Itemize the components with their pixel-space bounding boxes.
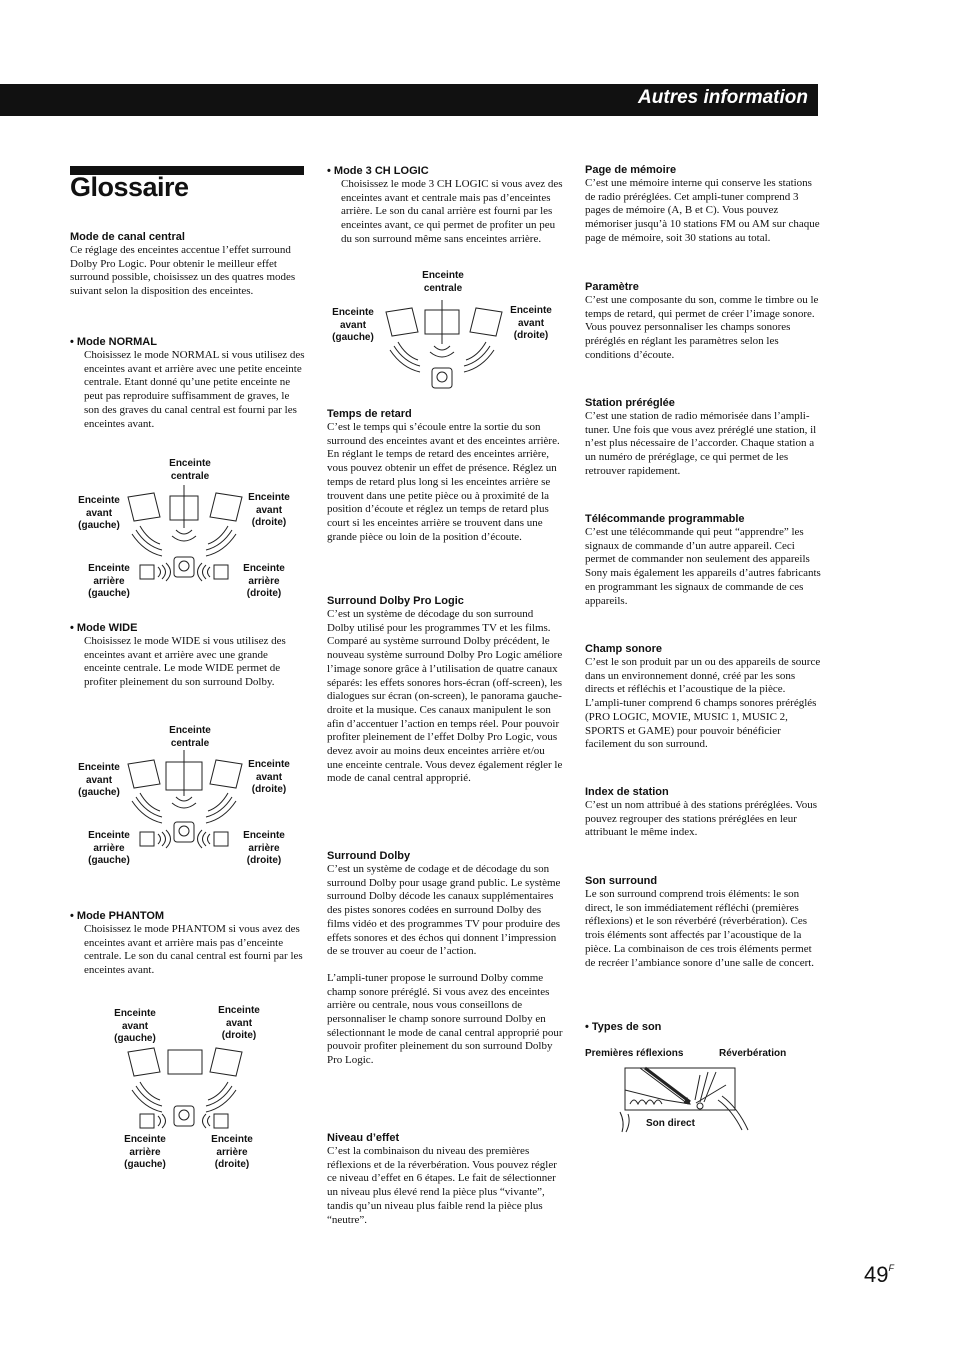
entry-heading: Index de station <box>585 786 669 798</box>
label-avant-droite: Enceinte avant (droite) <box>218 1005 260 1041</box>
entry-heading: Champ sonore <box>585 643 663 655</box>
entry-heading: Temps de retard <box>327 408 412 420</box>
label-son-direct: Son direct <box>646 1118 695 1129</box>
entry-text: Choisissez le mode 3 CH LOGIC si vous avez des enceintes avant et centrale mais pas d’enceintes arrière. Le son du canal arrière est fourni par les enceintes avant, ce qui permet de profiter un peu du son surround même sans enceintes arrière. <box>341 178 563 245</box>
label-avant-gauche: Enceinte avant (gauche) <box>332 307 374 343</box>
bullet-heading: • Mode NORMAL <box>70 336 157 348</box>
bullet-heading: • Mode 3 CH LOGIC <box>327 165 429 177</box>
page-number-value: 49 <box>864 1262 889 1287</box>
label-avant-gauche: Enceinte avant (gauche) <box>114 1008 156 1044</box>
entry-text: C’est le temps qui s’écoule entre la sortie du son surround des enceintes avant et des enceintes arrière. En réglant le temps de retard des enceintes arrière, vous pouvez obtenir un effet de présence. Réglez un temps de retard plus long si les enceintes arrière se trouvent dans une petite pièce ou à proximité de la position d’écoute et réglez un temps de retard plus court si les enceintes arrière se trouvent dans une grande pièce ou loin de la position d’écoute. <box>327 421 560 543</box>
entry-heading: Paramètre <box>585 281 639 293</box>
entry-text: Choisissez le mode NORMAL si vous utilisez des enceintes avant et arrière avec une petite enceinte centrale. Etant donné qu’une petite enceinte ne peut pas reproduire suffisamment de graves, le son des graves du canal central est fourni par les enceintes avant. <box>84 349 305 430</box>
page-suffix: F <box>888 1263 894 1273</box>
label-avant-droite: Enceinte avant (droite) <box>248 492 290 528</box>
label-premieres-reflexions: Premières réflexions <box>585 1048 684 1059</box>
entry-text: Choisissez le mode WIDE si vous utilisez des enceintes avant et arrière avec une grande enceinte centrale. Le mode WIDE permet de profiter pleinement du son surround Dolby. <box>84 635 286 689</box>
entry-text: C’est la combinaison du niveau des premières réflexions et de la réverbération. Vous pouvez régler ce niveau d’effet en 6 étapes. Le fait de sélectionner un niveau plus élevé rend la pièce plus “vivante”, tandis qu’un niveau plus faible rend la pièce plus “neutre”. <box>327 1145 557 1226</box>
label-centrale: Enceinte centrale <box>169 458 211 482</box>
page-number <box>864 1262 894 1288</box>
entry-heading: Surround Dolby Pro Logic <box>327 595 464 607</box>
entry-heading: Station préréglée <box>585 397 675 409</box>
entry-text: C’est un nom attribué à des stations préréglées. Vous pouvez regrouper des stations préréglées en leur attribuant le même index. <box>585 799 818 839</box>
entry-text: C’est une mémoire interne qui conserve les stations de radio préréglées. Cet ampli-tuner comprend 3 pages de mémoire (A, B et C). Vous pouvez mémoriser jusqu’à 10 stations FM ou AM sur chaque page de mémoire, soit 30 stations au total. <box>585 177 820 244</box>
label-avant-gauche: Enceinte avant (gauche) <box>78 495 120 531</box>
label-centrale: Enceinte centrale <box>169 725 211 749</box>
entry-text: C’est une télécommande qui peut “apprendre” les signaux de commande d’un autre appareil. Ceci permet de commander non seulement des appareils Sony mais également les appareils d’autres fabricants en programmant les signaux de commande de ces appareils. <box>585 526 821 607</box>
entry-text: C’est un système de décodage du son surround Dolby utilisé pour les programmes TV et les films. Comparé au système surround Dolby précédent, le nouveau système surround Dolby Pro Logic améliore l’image sonore grâce à l’utilisation de quatre canaux séparés: les effets sonores hors-écran (off-screen), les dialogues sur écran (on-screen), le panorama gauche-droite et la musique. Ces canaux manipulent le son afin d’accentuer l’action en temps réel. Pour pouvoir profiter pleinement de l’effet Dolby Pro Logic, vous devez avoir au moins deux enceintes arrière et/ou une enceinte centrale. Vous devez également régler le mode de canal central approprié. <box>327 608 563 785</box>
label-arriere-gauche: Enceinte arrière (gauche) <box>88 830 130 866</box>
label-avant-droite: Enceinte avant (droite) <box>248 759 290 795</box>
label-centrale: Enceinte centrale <box>422 270 464 294</box>
label-arriere-gauche: Enceinte arrière (gauche) <box>124 1134 166 1170</box>
label-avant-gauche: Enceinte avant (gauche) <box>78 762 120 798</box>
entry-text: C’est un système de codage et de décodage du son surround Dolby pour usage grand public. Le système surround Dolby décode les canaux supplémentaires des pistes sonores codées en surround Dolby des films vidéo et des programmes TV pour produire des effets sonores et des échos qui donnent l’impression de se trouver au coeur de l’action. <box>327 863 561 958</box>
label-arriere-droite: Enceinte arrière (droite) <box>211 1134 253 1170</box>
entry-text: Le son surround comprend trois éléments: le son direct, le son immédiatement réfléchi (premières réflexions) et le son réverbéré (réverbération). Ces trois éléments sont affectés par l’acoustique de la pièce. La combinaison de ces trois éléments permet de recréer l’ambiance sonore d’une salle de concert. <box>585 888 815 969</box>
label-arriere-gauche: Enceinte arrière (gauche) <box>88 563 130 599</box>
entry-heading: Surround Dolby <box>327 850 411 862</box>
bullet-heading: • Mode WIDE <box>70 622 138 634</box>
entry-heading: Télécommande programmable <box>585 513 745 525</box>
entry-text: Choisissez le mode PHANTOM si vous avez des enceintes avant et arrière mais pas d’enceinte centrale. Le son du canal central est fourni par les enceintes avant. <box>84 923 303 977</box>
section-title: Autres information <box>638 87 808 108</box>
entry-text: Ce réglage des enceintes accentue l’effet surround Dolby Pro Logic. Pour obtenir le meilleur effet surround possible, choisissez un des quatres modes suivant selon la disposition des enceintes. <box>70 244 296 298</box>
label-arriere-droite: Enceinte arrière (droite) <box>243 563 285 599</box>
entry-heading: Son surround <box>585 875 658 887</box>
entry-heading: Mode de canal central <box>70 231 185 243</box>
label-reverberation: Réverbération <box>719 1048 787 1059</box>
bullet-heading: • Mode PHANTOM <box>70 910 165 922</box>
entry-text-2: L’ampli-tuner propose le surround Dolby comme champ sonore préréglé. Si vous avez des enceintes arrière ou centrale, nous vous conseillons de personnaliser le champ sonore surround Dolby en sélectionnant le mode de canal central approprié pour pouvoir profiter pleinement du son surround Dolby Pro Logic. <box>327 971 563 1067</box>
entry-text: C’est une composante du son, comme le timbre ou le temps de retard, qui permet de créer l’image sonore. Vous pouvez personnaliser les champs sonores préréglés en réglant les paramètres selon les conditions d’écoute. <box>585 294 819 361</box>
label-avant-droite: Enceinte avant (droite) <box>510 305 552 341</box>
entry-heading: Niveau d’effet <box>327 1132 400 1144</box>
entry-heading: Page de mémoire <box>585 164 677 176</box>
bullet-heading: • Types de son <box>585 1021 662 1033</box>
entry-text: C’est le son produit par un ou des appareils de source dans un environnement donné, créé par les sons directs et réfléchis et l’acoustique de la pièce. L’ampli-tuner comprend 6 champs sonores préréglés (PRO LOGIC, MOVIE, MUSIC 1, MUSIC 2, SPORTS et GAME) pour pouvoir bénéficier facilement du son surround. <box>585 656 821 751</box>
page-title: Glossaire <box>70 172 189 202</box>
entry-text: C’est une station de radio mémorisée dans l’ampli-tuner. Une fois que vous avez préréglé une station, il n’est plus nécessaire de l’accorder. Chaque station a un numéro de préréglage, ce qui permet de les retrouver rapidement. <box>585 410 817 477</box>
label-arriere-droite: Enceinte arrière (droite) <box>243 830 285 866</box>
